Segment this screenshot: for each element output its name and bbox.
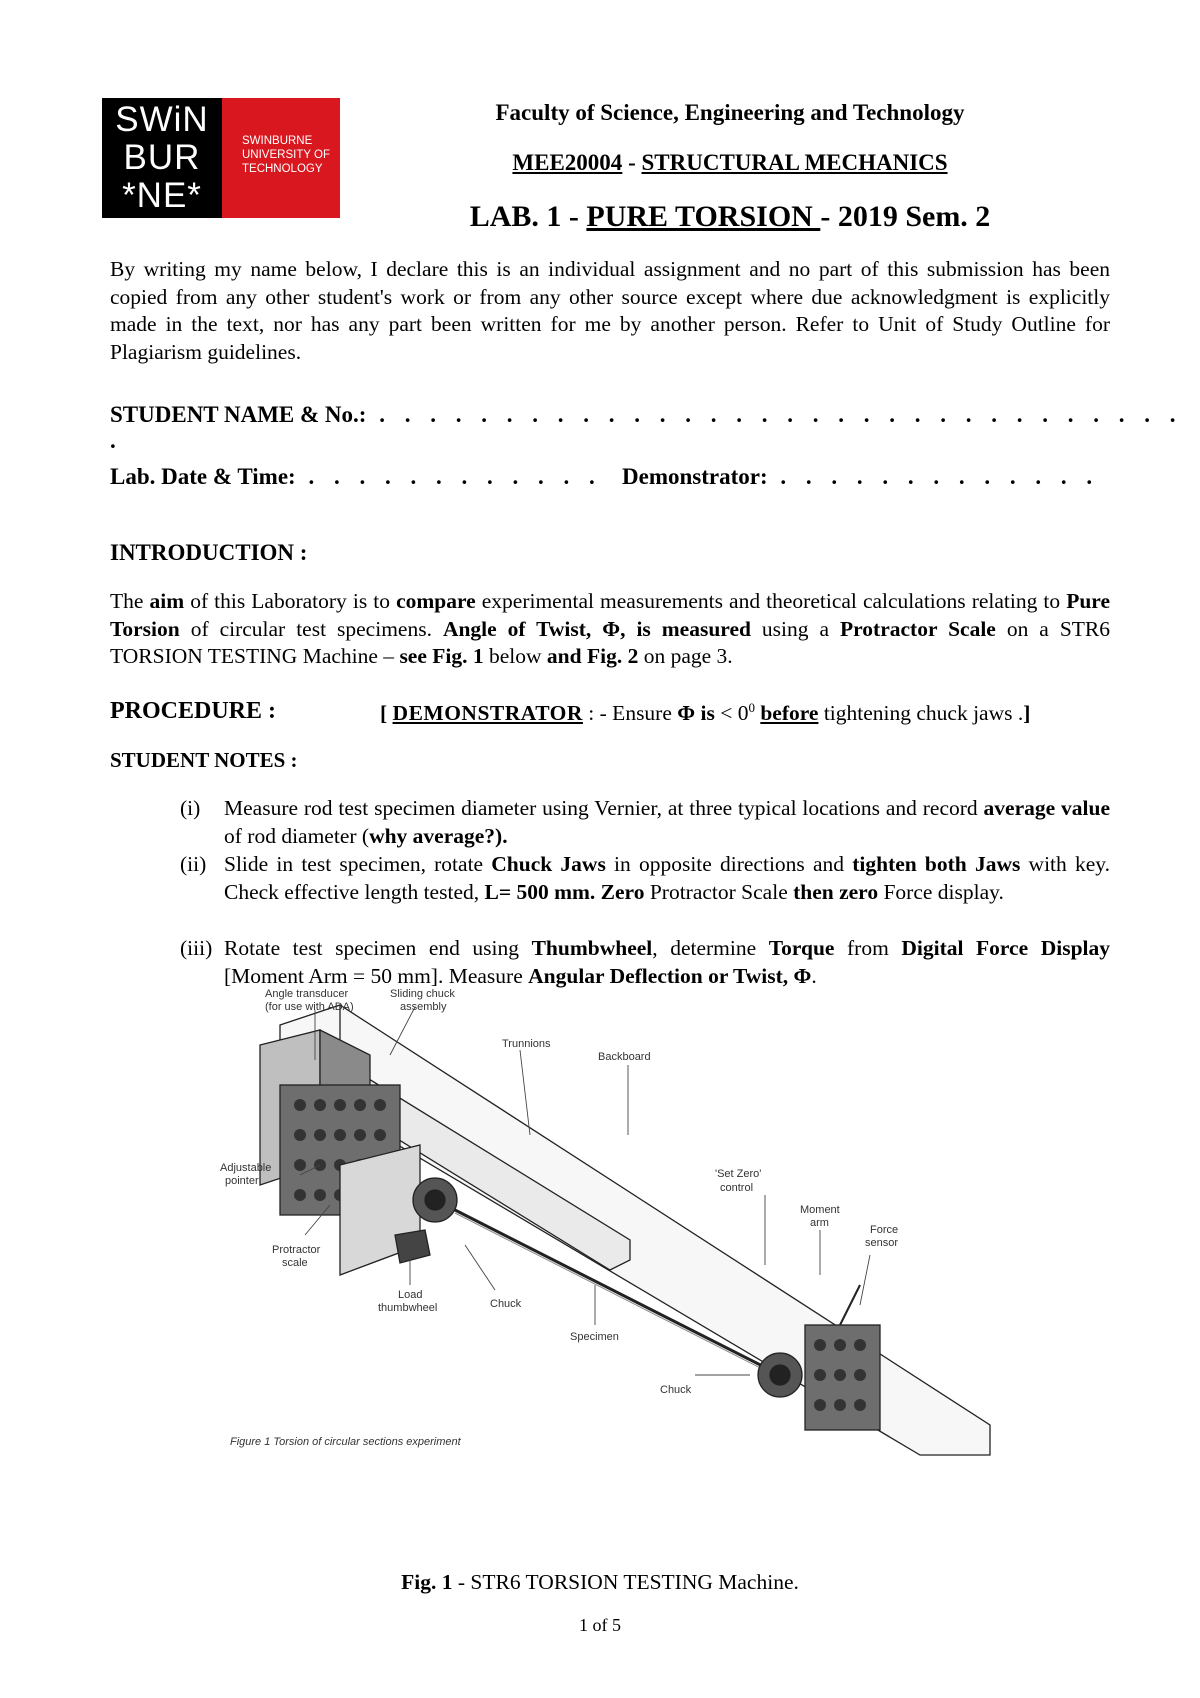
label-set-zero-2: control <box>720 1182 754 1194</box>
label-moment-arm: Moment <box>800 1204 840 1216</box>
item1-bold-1: average value <box>983 796 1110 820</box>
intro-text-4: of circular test specimens. <box>179 616 443 641</box>
intro-bold-2: compare <box>396 589 476 613</box>
label-force-sensor-2: sensor <box>865 1237 899 1249</box>
note-underline-before: before <box>760 701 819 726</box>
item2-text-4: Protractor Scale <box>644 879 794 904</box>
item3-text-5: . <box>811 963 817 988</box>
torsion-machine-figure <box>220 985 1020 1565</box>
label-backboard: Backboard <box>598 1051 651 1063</box>
logo-name-panel <box>222 98 340 218</box>
item2-text-3: with key. Check effective length tested, <box>224 852 1111 904</box>
item3-bold-2: Torque <box>768 936 835 960</box>
logo-name-line-3: TECHNOLOGY <box>242 163 323 175</box>
demonstrator-field[interactable] <box>622 464 1099 490</box>
label-load-thumbwheel-2: thumbwheel <box>378 1302 438 1314</box>
item3-text-3: from <box>834 936 902 960</box>
label-sliding-chuck-2: assembly <box>400 1001 447 1013</box>
procedure-heading: PROCEDURE : <box>110 698 276 724</box>
item1-bold-2: why average?). <box>369 823 508 848</box>
intro-text-2: of this Laboratory is to <box>184 589 397 613</box>
lab-topic: PURE TORSION <box>586 200 821 233</box>
note-item-1-number: (i) <box>180 796 201 820</box>
demonstrator-note <box>380 700 1030 726</box>
logo-name-line-1: SWINBURNE <box>242 135 313 147</box>
demonstrator-dots: . . . . . . . . . . . . . <box>767 464 1100 489</box>
intro-bold-5: Protractor Scale <box>840 616 996 641</box>
item2-bold-4: then zero <box>793 879 879 904</box>
item3-bold-3: Digital Force Display <box>901 936 1110 960</box>
introduction-heading: INTRODUCTION : <box>110 540 308 565</box>
lab-date-dots: . . . . . . . . . . . . <box>295 464 602 489</box>
note-item-2-number: (ii) <box>180 852 207 876</box>
item2-text-2: in opposite directions and <box>605 852 853 876</box>
note-item-3-number: (iii) <box>180 936 213 960</box>
label-adjustable-pointer: Adjustable <box>220 1162 272 1174</box>
label-protractor-scale-2: scale <box>282 1257 308 1269</box>
note-close-bracket: ] <box>1023 701 1031 726</box>
note-text-2: < 0 <box>714 701 749 726</box>
label-load-thumbwheel: Load <box>398 1289 423 1301</box>
plagiarism-declaration: By writing my name below, I declare this is an individual assignment and no part of this submission has been copied from any other student's work or from any other source except where due acknowledgment is explicitly made in the text, nor has any part been written for me by another person. Refer to Unit of Study Outline for Plagiarism guidelines. <box>110 257 1110 364</box>
note-text-4: tightening chuck jaws . <box>818 701 1024 726</box>
logo-wordmark <box>102 98 222 218</box>
label-set-zero: 'Set Zero' <box>715 1168 762 1180</box>
intro-text-7: below <box>483 644 547 668</box>
logo-line-2: BUR <box>123 138 201 177</box>
intro-text-6: on a STR6 TORSION TESTING Machine – <box>110 616 1111 668</box>
load-thumbwheel <box>395 1230 430 1263</box>
intro-text-3: experimental measurements and theoretical calculations relating to <box>475 589 1067 613</box>
figure-caption <box>0 1570 1200 1595</box>
note-superscript: 0 <box>748 700 755 715</box>
intro-text-5: using a <box>750 616 841 641</box>
item1-text-2: of rod diameter ( <box>224 823 370 848</box>
moment-arm <box>840 1285 860 1325</box>
unit-heading <box>380 150 1080 176</box>
intro-bold-6: see Fig. 1 <box>399 644 484 668</box>
label-angle-transducer-2: (for use with ADA) <box>265 1001 354 1013</box>
label-force-sensor: Force <box>870 1224 899 1236</box>
student-name-label: STUDENT NAME & No.: <box>110 402 367 427</box>
item3-bold-1: Thumbwheel <box>531 936 653 960</box>
figure-inner-caption: Figure 1 Torsion of circular sections experiment <box>230 1436 461 1448</box>
lab-suffix: - 2019 Sem. 2 <box>820 200 991 233</box>
logo-line-1: SWiN <box>115 100 209 139</box>
unit-code: MEE20004 <box>512 150 623 175</box>
item3-text-4: [Moment Arm = 50 mm]. Measure <box>224 963 529 988</box>
caption-bold: Fig. 1 <box>401 1570 453 1594</box>
item3-text-2: , determine <box>652 936 769 960</box>
university-logo <box>102 98 340 218</box>
lab-title <box>380 200 1080 234</box>
item2-text-5: Force display. <box>878 879 1004 904</box>
item3-bold-4: Angular Deflection or Twist, Φ <box>528 963 812 988</box>
introduction-text <box>110 588 1110 671</box>
lab-date-field[interactable] <box>110 464 602 490</box>
note-demonstrator-label: DEMONSTRATOR <box>392 701 583 726</box>
faculty-heading: Faculty of Science, Engineering and Technology <box>495 100 965 125</box>
item2-bold-2: tighten both Jaws <box>852 852 1021 876</box>
item3-text-1: Rotate test specimen end using <box>224 936 532 960</box>
intro-bold-1: aim <box>149 589 185 613</box>
label-chuck-right: Chuck <box>660 1384 692 1396</box>
page-number: 1 of 5 <box>579 1615 621 1635</box>
label-sliding-chuck: Sliding chuck <box>390 988 455 1000</box>
note-bold-1: Φ is <box>677 701 715 726</box>
intro-text-8: on page 3. <box>638 644 733 668</box>
student-name-field[interactable] <box>110 402 1200 454</box>
note-open-bracket: [ <box>380 701 393 726</box>
label-specimen: Specimen <box>570 1331 619 1343</box>
item2-bold-3: L= 500 mm. Zero <box>484 879 645 904</box>
note-item-2 <box>180 851 1110 906</box>
note-item-3 <box>180 935 1110 990</box>
label-adjustable-pointer-2: pointer <box>225 1175 259 1187</box>
logo-line-3: *NE* <box>122 176 202 215</box>
note-text-1: : - Ensure <box>582 701 678 726</box>
logo-name-line-2: UNIVERSITY OF <box>242 149 330 161</box>
item2-bold-1: Chuck Jaws <box>491 852 606 876</box>
label-moment-arm-2: arm <box>810 1217 829 1229</box>
intro-bold-3: Pure Torsion <box>110 589 1110 641</box>
intro-bold-7: and Fig. 2 <box>546 644 639 668</box>
label-angle-transducer: Angle transducer <box>265 988 349 1000</box>
item1-text-1: Measure rod test specimen diameter using Vernier, at three typical locations and record <box>224 796 984 820</box>
note-item-1 <box>180 795 1110 850</box>
demonstrator-label: Demonstrator: <box>622 464 768 489</box>
caption-text: - STR6 TORSION TESTING Machine. <box>452 1570 799 1594</box>
intro-bold-4: Angle of Twist, Φ, is measured <box>442 616 751 641</box>
lab-date-label: Lab. Date & Time: <box>110 464 296 489</box>
unit-separator: - <box>622 150 642 175</box>
label-chuck-left: Chuck <box>490 1298 522 1310</box>
label-protractor-scale: Protractor <box>272 1244 321 1256</box>
student-notes-heading: STUDENT NOTES : <box>110 748 298 772</box>
intro-text-1: The <box>110 589 150 613</box>
unit-name: STRUCTURAL MECHANICS <box>641 150 948 175</box>
label-trunnions: Trunnions <box>502 1038 551 1050</box>
student-name-dots: . . . . . . . . . . . . . . . . . . . . . . . . . . . . . . . . . <box>110 402 1183 453</box>
item2-text-1: Slide in test specimen, rotate <box>224 852 492 876</box>
lab-prefix: LAB. 1 - <box>469 200 587 233</box>
